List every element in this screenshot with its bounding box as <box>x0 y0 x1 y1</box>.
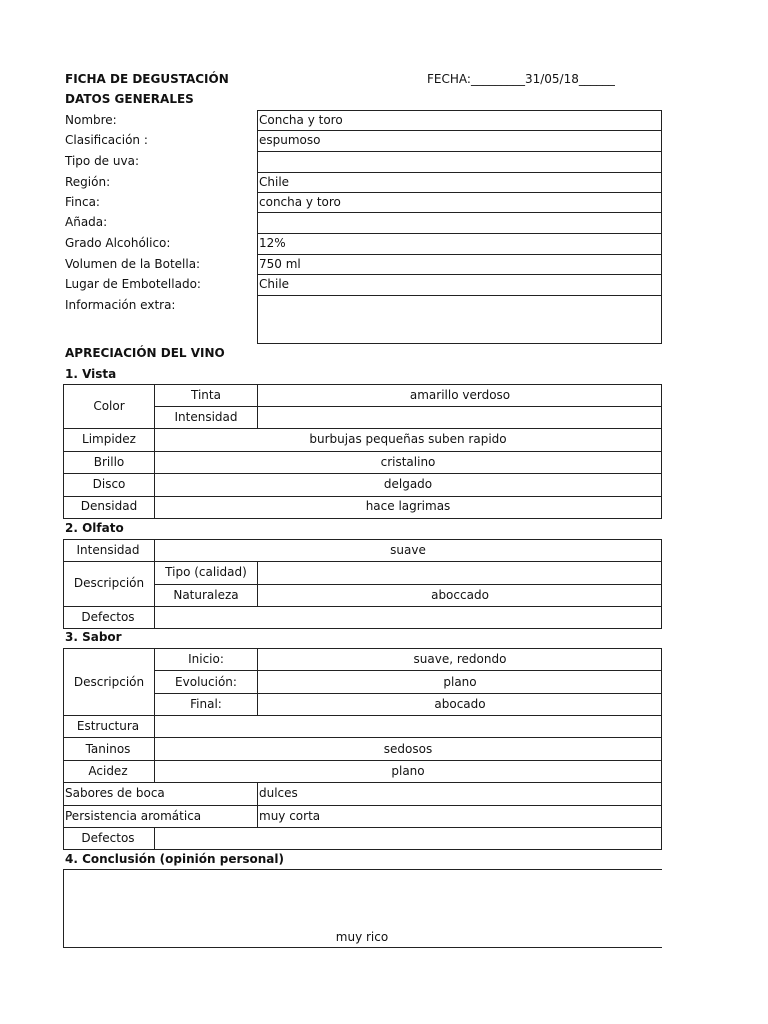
vista-disco-value[interactable]: delgado <box>383 477 433 491</box>
sabor-persistencia-label: Persistencia aromática <box>65 809 202 823</box>
olfato-tipo-label: Tipo (calidad) <box>165 565 247 579</box>
col-divider <box>154 827 155 850</box>
row-divider <box>155 406 662 407</box>
vista-intensidad-label: Intensidad <box>174 410 238 424</box>
col-divider <box>257 384 258 428</box>
label-tipo-uva: Tipo de uva: <box>65 154 139 168</box>
sabor-evolucion-value[interactable]: plano <box>443 675 477 689</box>
section-conclusion: 4. Conclusión (opinión personal) <box>65 852 284 866</box>
fecha-blank-post: ______ <box>578 72 615 86</box>
sabor-taninos-value[interactable]: sedosos <box>383 742 433 756</box>
col-divider <box>154 539 155 629</box>
row-divider <box>155 584 662 585</box>
row-divider <box>63 805 662 806</box>
vista-disco-label: Disco <box>92 477 126 491</box>
vista-limpidez-value[interactable]: burbujas pequeñas suben rapido <box>309 432 507 446</box>
label-finca: Finca: <box>65 195 100 209</box>
label-anada: Añada: <box>65 215 108 229</box>
sheet-title: FICHA DE DEGUSTACIÓN <box>65 72 229 86</box>
sabor-inicio-value[interactable]: suave, redondo <box>413 652 507 666</box>
fecha-label: FECHA: <box>427 72 471 86</box>
col-divider <box>257 561 258 606</box>
section-datos-generales: DATOS GENERALES <box>65 92 194 106</box>
section-apreciacion: APRECIACIÓN DEL VINO <box>65 346 225 360</box>
sabor-estructura-label: Estructura <box>76 719 140 733</box>
value-grado-alcoholico[interactable]: 12% <box>259 236 286 250</box>
label-region: Región: <box>65 175 111 189</box>
fecha-field <box>427 72 615 86</box>
conclusion-value[interactable]: muy rico <box>335 930 389 944</box>
vista-limpidez-label: Limpidez <box>82 432 136 446</box>
value-finca[interactable]: concha y toro <box>259 195 341 209</box>
label-informacion-extra: Información extra: <box>65 298 176 312</box>
label-volumen: Volumen de la Botella: <box>65 257 201 271</box>
value-region[interactable]: Chile <box>259 175 290 189</box>
label-nombre: Nombre: <box>65 113 117 127</box>
vista-color-label: Color <box>93 399 125 413</box>
row-divider <box>63 760 662 761</box>
value-lugar-embotellado[interactable]: Chile <box>259 277 290 291</box>
value-volumen[interactable]: 750 ml <box>259 257 301 271</box>
sabor-final-value[interactable]: abocado <box>434 697 486 711</box>
col-divider <box>63 869 64 948</box>
vista-tinta-label: Tinta <box>191 388 221 402</box>
col-divider <box>257 782 258 827</box>
row-divider <box>257 274 662 275</box>
fecha-value[interactable]: 31/05/18 <box>524 72 579 86</box>
row-divider <box>63 737 662 738</box>
row-divider <box>257 192 662 193</box>
row-divider <box>257 295 662 296</box>
vista-densidad-value[interactable]: hace lagrimas <box>365 499 451 513</box>
vista-brillo-label: Brillo <box>93 455 125 469</box>
row-divider <box>257 151 662 152</box>
olfato-intensidad-label: Intensidad <box>76 543 140 557</box>
olfato-defectos-label: Defectos <box>81 610 135 624</box>
sabor-sabores-value[interactable]: dulces <box>259 786 298 800</box>
sabor-evolucion-label: Evolución: <box>175 675 237 689</box>
section-olfato: 2. Olfato <box>65 521 124 535</box>
value-nombre[interactable]: Concha y toro <box>259 113 343 127</box>
row-divider <box>63 947 662 948</box>
row-divider <box>257 212 662 213</box>
row-divider <box>257 233 662 234</box>
row-divider <box>63 428 662 429</box>
row-divider <box>63 561 662 562</box>
sabor-inicio-label: Inicio: <box>188 652 224 666</box>
label-clasificacion: Clasificación : <box>65 133 148 147</box>
sabor-defectos-label: Defectos <box>81 831 135 845</box>
row-divider <box>63 715 662 716</box>
sabor-taninos-label: Taninos <box>85 742 131 756</box>
value-clasificacion[interactable]: espumoso <box>259 133 321 147</box>
sabor-sabores-label: Sabores de boca <box>65 786 165 800</box>
fecha-blank-pre: _________ <box>470 72 525 86</box>
olfato-intensidad-value[interactable]: suave <box>390 543 426 557</box>
sabor-acidez-label: Acidez <box>88 764 128 778</box>
sabor-final-label: Final: <box>190 697 222 711</box>
col-divider <box>257 648 258 715</box>
vista-brillo-value[interactable]: cristalino <box>380 455 436 469</box>
sabor-descripcion-label: Descripción <box>73 675 145 689</box>
sabor-persistencia-value[interactable]: muy corta <box>259 809 321 823</box>
olfato-naturaleza-label: Naturaleza <box>173 588 239 602</box>
olfato-naturaleza-value[interactable]: aboccado <box>431 588 489 602</box>
row-divider <box>257 172 662 173</box>
row-divider <box>155 693 662 694</box>
col-divider <box>154 648 155 782</box>
sabor-acidez-value[interactable]: plano <box>391 764 425 778</box>
row-divider <box>63 782 662 783</box>
olfato-descripcion-label: Descripción <box>73 576 145 590</box>
row-divider <box>155 670 662 671</box>
vista-tinta-value[interactable]: amarillo verdoso <box>409 388 511 402</box>
row-divider <box>257 254 662 255</box>
row-divider <box>63 496 662 497</box>
label-lugar-embotellado: Lugar de Embotellado: <box>65 277 201 291</box>
row-divider <box>63 869 662 870</box>
vista-densidad-label: Densidad <box>80 499 138 513</box>
row-divider <box>63 827 662 828</box>
row-divider <box>257 130 662 131</box>
row-divider <box>63 606 662 607</box>
label-grado-alcoholico: Grado Alcohólico: <box>65 236 171 250</box>
row-divider <box>63 451 662 452</box>
section-sabor: 3. Sabor <box>65 630 122 644</box>
row-divider <box>63 473 662 474</box>
section-vista: 1. Vista <box>65 367 117 381</box>
col-divider <box>154 384 155 519</box>
